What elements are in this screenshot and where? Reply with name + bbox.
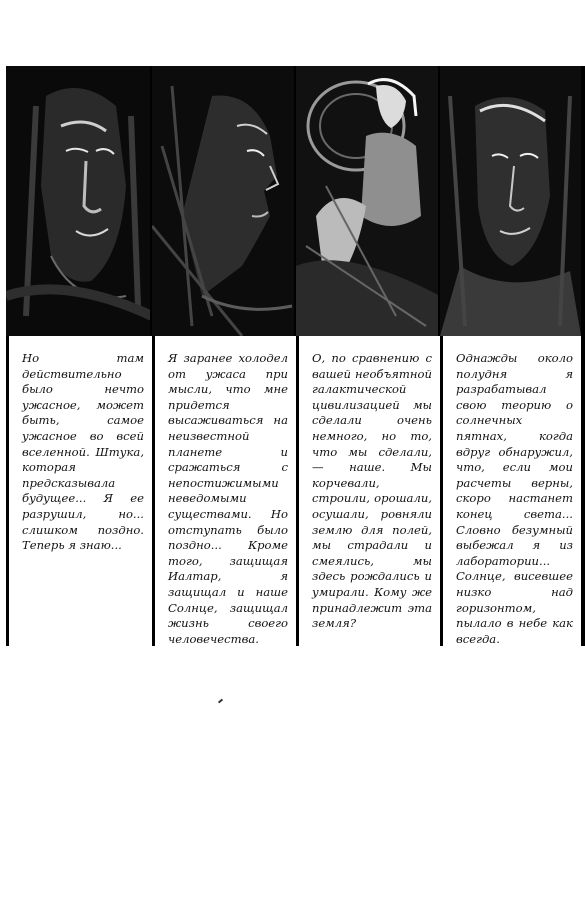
print-mark (218, 699, 223, 704)
panel-1-caption: Но там действительно было нечто ужасное, может быть, самое ужасное во всей вселенной. Штука, которая предсказывала будущее... Я ее разрушил, но... слишком поздно. Теперь я знаю... (22, 351, 144, 553)
panel-3-caption: О, по сравнению с вашей необъятной галактической цивилизацией мы сделали очень немного, но то, что мы сделали, — наше. Мы корчевали, строили, орошали, осушали, ровняли землю для полей, мы страдали и смеялись, мы здесь рождались и умирали. Кому же принадлежит эта земля? (312, 351, 432, 631)
man-face-illustration (6, 66, 152, 336)
panel-divider (152, 336, 155, 646)
woman-figure-illustration (296, 66, 440, 336)
panel-divider (440, 336, 443, 646)
panel-divider (6, 336, 9, 646)
panel-4-caption: Однажды около полудня я разрабатывал свою теорию о солнечных пятнах, когда вдруг обнаружил, что, если мои расчеты верны, скоро настанет конец света... Словно безумный выбежал я из лаборатории... Солнце, висевшее низко над горизонтом, пылало в небе как всегда. (456, 351, 573, 646)
panel-1 (6, 66, 152, 646)
panel-2-caption: Я заранее холодел от ужаса при мысли, что мне придется высаживаться на неизвестной планете и сражаться с непостижимыми неведомыми существами. Но отступать было поздно... Кроме того, защищая Иалтар, я защищал и наше Солнце, защищал жизнь своего человечества. (168, 351, 288, 646)
panel-2 (152, 66, 296, 646)
comic-strip (0, 66, 585, 646)
panel-3 (296, 66, 440, 646)
panel-divider (296, 336, 299, 646)
panel-4 (440, 66, 581, 646)
panel-divider (581, 66, 585, 646)
profile-face-illustration (152, 66, 296, 336)
young-man-face-illustration (440, 66, 581, 336)
